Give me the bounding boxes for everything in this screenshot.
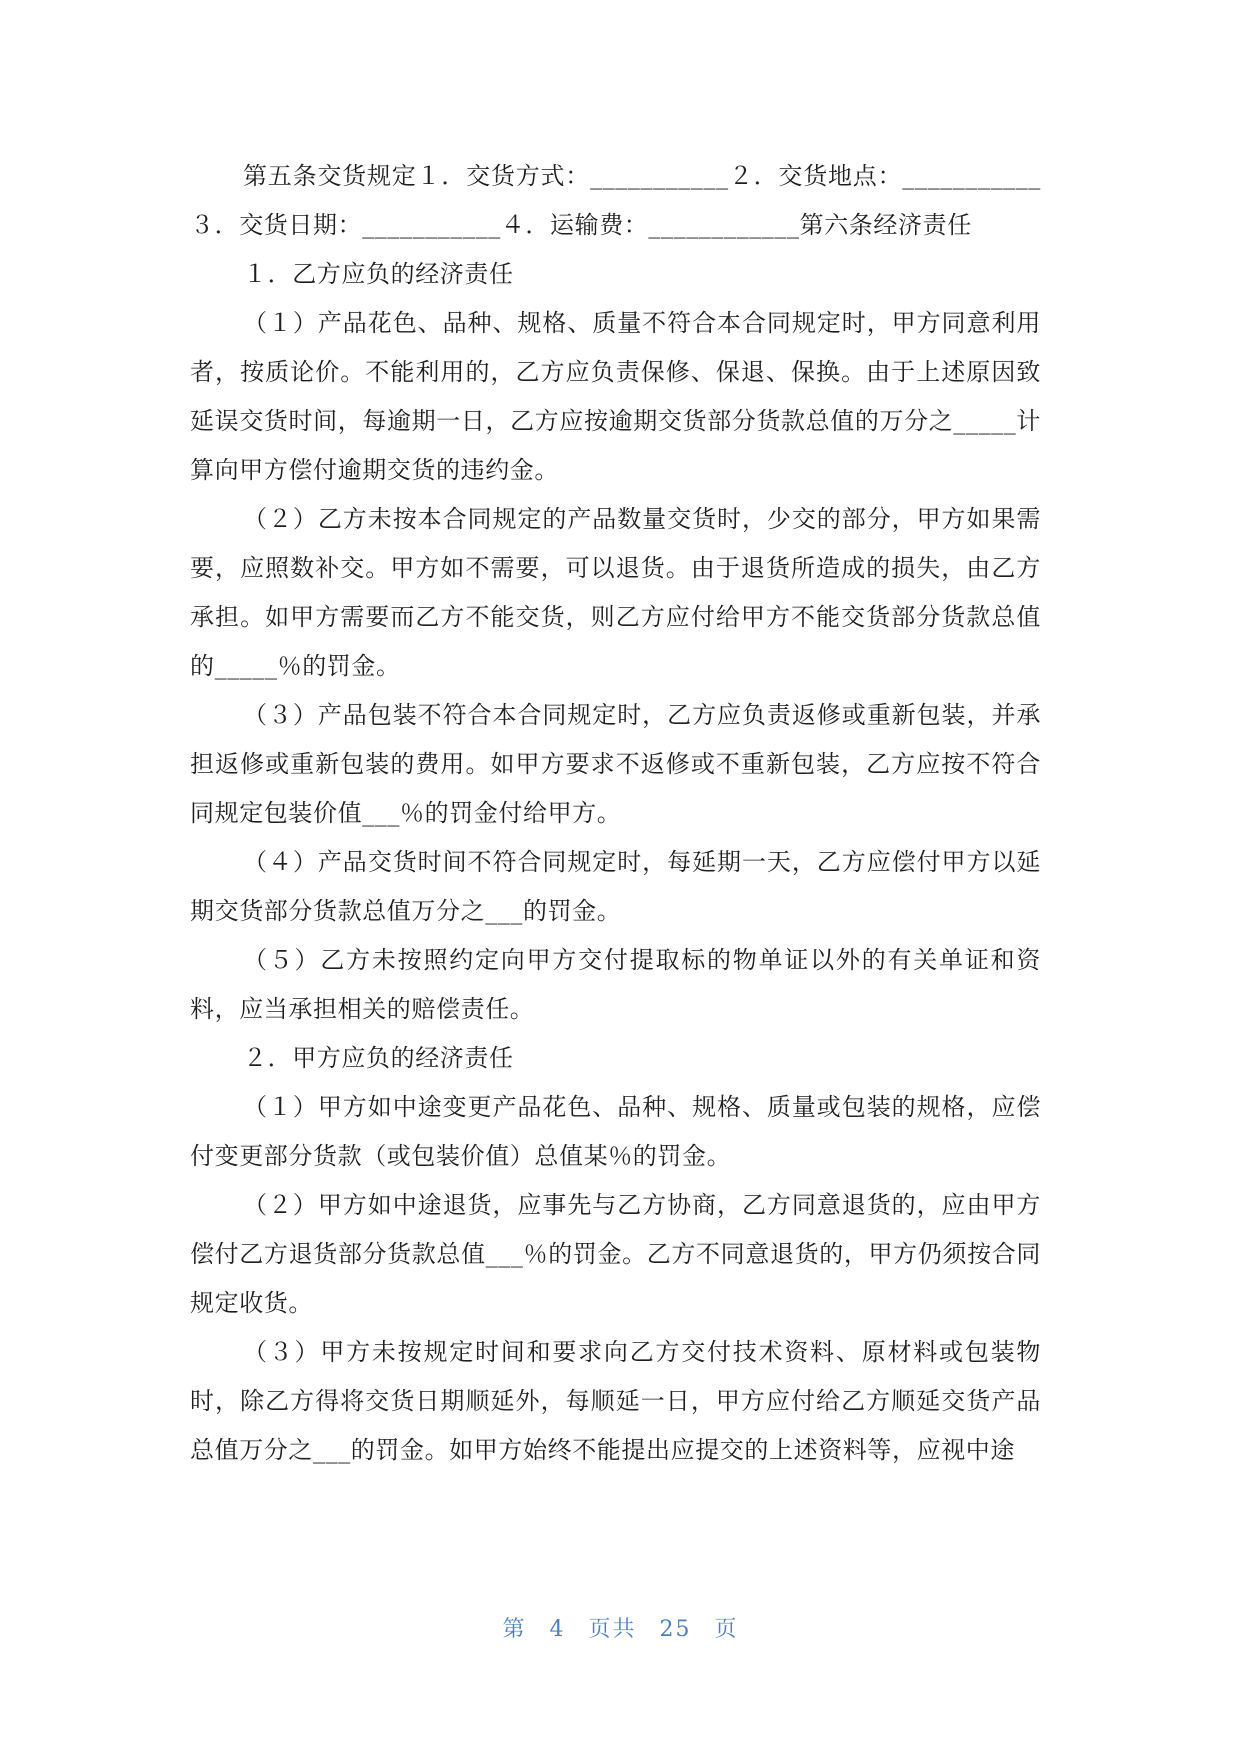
footer-middle: 页共 <box>588 1617 637 1642</box>
paragraph-party-b-item-2: （２）乙方未按本合同规定的产品数量交货时，少交的部分，甲方如果需要，应照数补交。甲方如不需要，可以退货。由于退货所造成的损失，由乙方承担。如甲方需要而乙方不能交货，则乙方应付给甲方不能交货部分货款总值的_____％的罚金。 <box>190 505 1041 680</box>
footer-prefix: 第 <box>502 1617 527 1642</box>
paragraph-party-a-heading: ２．甲方应负的经济责任 <box>243 1044 514 1072</box>
page-footer <box>0 1612 1241 1643</box>
footer-total-pages: 25 <box>659 1617 692 1642</box>
paragraph-party-b-item-4: （４）产品交货时间不符合同规定时，每延期一天，乙方应偿付甲方以延期交货部分货款总值万分之___的罚金。 <box>190 848 1041 925</box>
document-body <box>190 152 1041 1475</box>
paragraph-party-b-heading: １．乙方应负的经济责任 <box>243 260 514 288</box>
paragraph-party-a-item-3: （３）甲方未按规定时间和要求向乙方交付技术资料、原材料或包装物时，除乙方得将交货日期顺延外，每顺延一日，甲方应付给乙方顺延交货产品总值万分之___的罚金。如甲方始终不能提出应提交的上述资料等，应视中途 <box>190 1338 1041 1464</box>
footer-suffix: 页 <box>714 1617 739 1642</box>
footer-page-number: 4 <box>549 1617 566 1642</box>
paragraph-party-a-item-2: （２）甲方如中途退货，应事先与乙方协商，乙方同意退货的，应由甲方偿付乙方退货部分货款总值___％的罚金。乙方不同意退货的，甲方仍须按合同规定收货。 <box>190 1191 1041 1317</box>
paragraph-party-b-item-5: （５）乙方未按照约定向甲方交付提取标的物单证以外的有关单证和资料，应当承担相关的赔偿责任。 <box>190 946 1041 1023</box>
paragraph-party-b-item-1: （１）产品花色、品种、规格、质量不符合本合同规定时，甲方同意利用者，按质论价。不能利用的，乙方应负责保修、保退、保换。由于上述原因致延误交货时间，每逾期一日，乙方应按逾期交货部分货款总值的万分之_____计算向甲方偿付逾期交货的违约金。 <box>190 309 1041 484</box>
paragraph-delivery-terms: 第五条交货规定１．交货方式：___________２．交货地点：___________３．交货日期：___________４．运输费：____________第六条经济责任 <box>190 162 1041 239</box>
paragraph-party-b-item-3: （３）产品包装不符合本合同规定时，乙方应负责返修或重新包装，并承担返修或重新包装的费用。如甲方要求不返修或不重新包装，乙方应按不符合同规定包装价值___％的罚金付给甲方。 <box>190 701 1041 827</box>
paragraph-party-a-item-1: （１）甲方如中途变更产品花色、品种、规格、质量或包装的规格，应偿付变更部分货款（或包装价值）总值某％的罚金。 <box>190 1093 1041 1170</box>
